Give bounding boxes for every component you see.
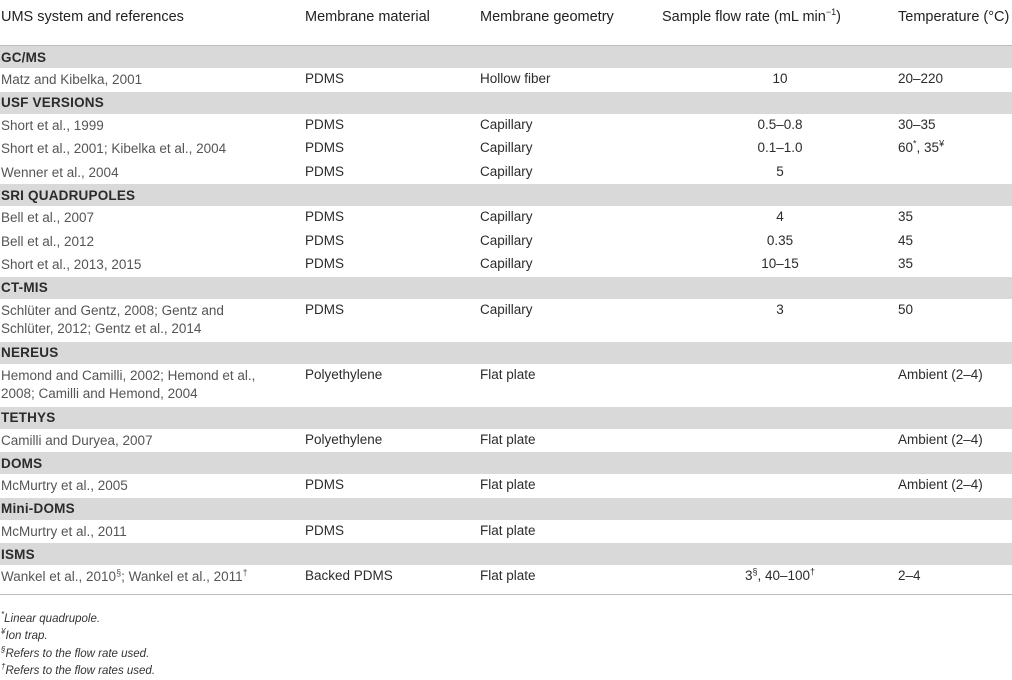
- cell-material: PDMS: [305, 116, 345, 132]
- cell-geometry: Capillary: [480, 116, 533, 132]
- cell-geometry: Hollow fiber: [480, 71, 551, 86]
- cell-flow-rate: 4: [776, 209, 784, 224]
- cell-material: Backed PDMS: [305, 565, 480, 595]
- table-row: [0, 299, 1012, 342]
- table-row: [0, 474, 1012, 498]
- cell-geometry: Capillary: [480, 256, 533, 271]
- section-row: [0, 498, 1012, 520]
- cell-flow-rate: 0.1–1.0: [757, 140, 803, 155]
- table-row: [0, 137, 1012, 161]
- cell-reference: Short et al., 1999: [1, 117, 104, 133]
- cell-material: PDMS: [305, 140, 345, 155]
- cell-material: PDMS: [305, 209, 345, 224]
- cell-temperature: 45: [898, 232, 914, 248]
- cell-geometry: Capillary: [480, 301, 533, 317]
- cell-reference: Short et al., 2013, 2015: [1, 257, 142, 272]
- cell-material: PDMS: [305, 232, 345, 248]
- cell-reference: Wenner et al., 2004: [1, 164, 119, 180]
- section-title-usf: USF VERSIONS: [0, 92, 1012, 114]
- cell-reference: McMurtry et al., 2011: [1, 523, 127, 539]
- section-row: [0, 184, 1012, 206]
- cell-reference: McMurtry et al., 2005: [1, 478, 128, 493]
- footnote-ion-trap: ¥Ion trap.: [1, 627, 48, 642]
- cell-flow-rate: 0.5–0.8: [757, 116, 803, 132]
- cell-reference: Bell et al., 2012: [1, 233, 95, 249]
- cell-geometry: Flat plate: [480, 565, 662, 595]
- footnote-flow-rates: †Refers to the flow rates used.: [1, 662, 156, 677]
- section-row: [0, 407, 1012, 429]
- cell-material: PDMS: [305, 477, 345, 492]
- cell-material: PDMS: [305, 163, 345, 179]
- section-row: [0, 46, 1012, 69]
- cell-reference: Bell et al., 2007: [1, 210, 95, 225]
- cell-geometry: Flat plate: [480, 366, 536, 382]
- cell-geometry: Capillary: [480, 232, 533, 248]
- footnote-flow-rate: §Refers to the flow rate used.: [1, 645, 150, 660]
- section-title-gcms: GC/MS: [0, 46, 1012, 69]
- table-row: [0, 520, 1012, 544]
- table-row: [0, 206, 1012, 230]
- section-row: [0, 277, 1012, 299]
- cell-geometry: Capillary: [480, 140, 533, 155]
- cell-flow-rate: 10: [772, 71, 788, 86]
- footnote-linear-quadrupole: *Linear quadrupole.: [1, 610, 101, 625]
- cell-flow-rate: [662, 474, 898, 498]
- section-title-sri: SRI QUADRUPOLES: [0, 184, 1012, 206]
- section-title-nereus: NEREUS: [0, 342, 1012, 364]
- section-row: [0, 543, 1012, 565]
- cell-temperature: 35: [898, 256, 914, 271]
- cell-temperature: [898, 161, 1012, 185]
- header-membrane-geometry: Membrane geometry: [480, 0, 662, 46]
- section-title-doms: DOMS: [0, 452, 1012, 474]
- cell-geometry: Flat plate: [480, 522, 536, 538]
- table-row: [0, 68, 1012, 92]
- cell-temperature: Ambient (2–4): [898, 477, 983, 492]
- section-row: [0, 92, 1012, 114]
- cell-temperature: 60*, 35¥: [898, 138, 945, 155]
- cell-reference: Schlüter and Gentz, 2008; Gentz and Schlüter, 2012; Gentz et al., 2014: [1, 302, 224, 336]
- cell-reference: Short et al., 2001; Kibelka et al., 2004: [1, 141, 227, 156]
- cell-temperature: 50: [898, 301, 914, 317]
- section-row: [0, 452, 1012, 474]
- cell-reference: Hemond and Camilli, 2002; Hemond et al., 2008; Camilli and Hemond, 2004: [1, 367, 256, 401]
- table-row: [0, 429, 1012, 453]
- cell-temperature: 30–35: [898, 116, 936, 132]
- cell-geometry: Capillary: [480, 163, 533, 179]
- cell-geometry: Flat plate: [480, 431, 536, 447]
- header-temperature: Temperature (°C): [898, 0, 1012, 46]
- cell-temperature: [898, 520, 1012, 544]
- table-row: [0, 114, 1012, 138]
- header-membrane-material: Membrane material: [305, 0, 480, 46]
- cell-flow-rate: 3§, 40–100†: [662, 565, 898, 595]
- table-row: [0, 230, 1012, 254]
- table-row: [0, 253, 1012, 277]
- section-title-tethys: TETHYS: [0, 407, 1012, 429]
- cell-material: PDMS: [305, 522, 345, 538]
- cell-flow-rate: [662, 429, 898, 453]
- cell-temperature: Ambient (2–4): [898, 366, 983, 382]
- cell-material: Polyethylene: [305, 431, 383, 447]
- cell-temperature: 2–4: [898, 565, 1012, 595]
- cell-reference: Matz and Kibelka, 2001: [1, 72, 143, 87]
- cell-material: Polyethylene: [305, 366, 383, 382]
- cell-material: PDMS: [305, 71, 345, 86]
- cell-geometry: Capillary: [480, 209, 533, 224]
- cell-flow-rate: 10–15: [761, 256, 799, 271]
- table-row: [0, 364, 1012, 407]
- table-row: [0, 161, 1012, 185]
- cell-reference: Camilli and Duryea, 2007: [1, 432, 153, 448]
- header-ums-system: UMS system and references: [0, 0, 305, 46]
- section-title-isms: ISMS: [0, 543, 1012, 565]
- cell-flow-rate: 3: [776, 301, 784, 317]
- section-title-ctmis: CT-MIS: [0, 277, 1012, 299]
- section-row: [0, 342, 1012, 364]
- cell-reference: Wankel et al., 2010§; Wankel et al., 2011†: [0, 565, 305, 595]
- cell-flow-rate: 5: [776, 163, 784, 179]
- cell-material: PDMS: [305, 301, 345, 317]
- table-row: [0, 565, 1012, 595]
- cell-geometry: Flat plate: [480, 477, 536, 492]
- section-title-minidoms: Mini-DOMS: [0, 498, 1012, 520]
- cell-material: PDMS: [305, 256, 345, 271]
- cell-flow-rate: [662, 364, 898, 407]
- cell-temperature: 20–220: [898, 71, 944, 86]
- cell-flow-rate: [662, 520, 898, 544]
- cell-temperature: Ambient (2–4): [898, 431, 983, 447]
- header-row: [0, 0, 1012, 46]
- header-sample-flow-rate: Sample flow rate (mL $\min^{-1}$): [662, 0, 898, 46]
- cell-flow-rate: 0.35: [766, 232, 794, 248]
- cell-temperature: 35: [898, 209, 914, 224]
